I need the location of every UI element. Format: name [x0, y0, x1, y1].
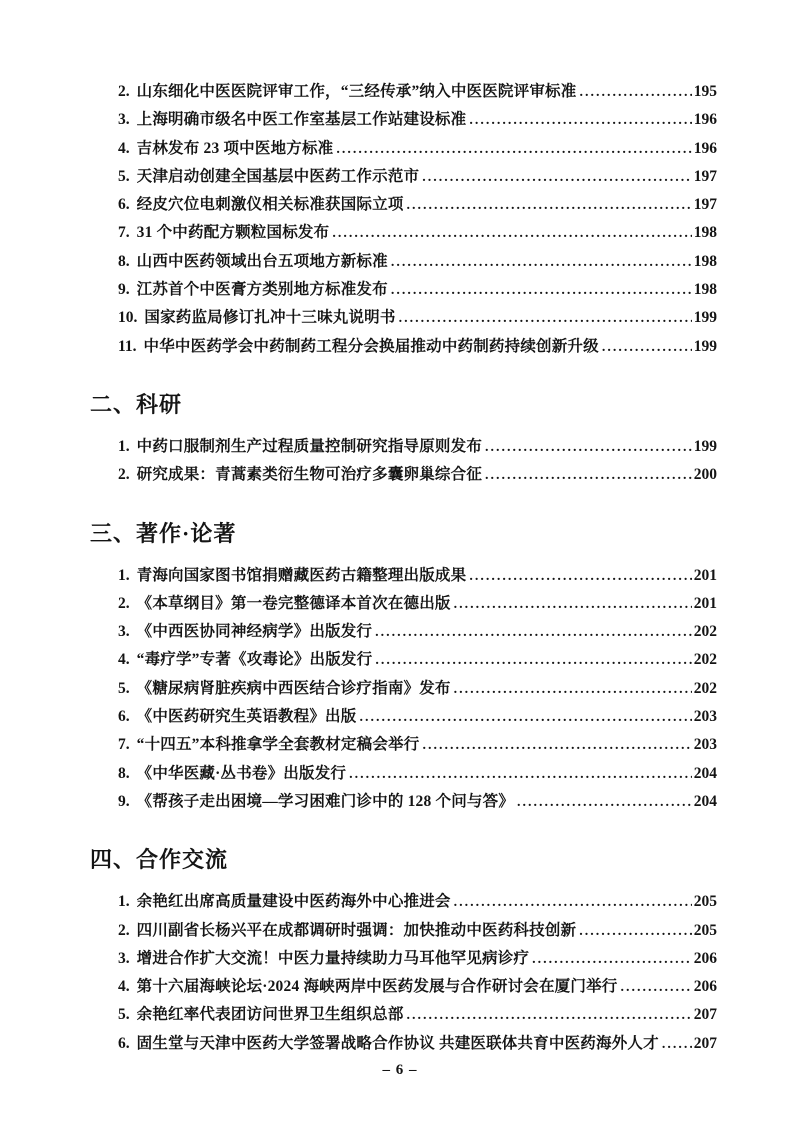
toc-item-number: 4.	[118, 139, 130, 157]
toc-item-number: 10.	[118, 309, 138, 327]
toc-item-number: 3.	[118, 623, 130, 641]
dot-leader-icon	[391, 277, 692, 304]
toc-item-number: 4.	[118, 978, 130, 996]
dot-leader-icon	[579, 918, 692, 945]
toc-item	[90, 731, 717, 759]
toc-item	[90, 461, 717, 489]
dot-leader-icon	[407, 192, 692, 219]
toc-item-number: 3.	[118, 949, 130, 967]
dot-leader-icon	[422, 732, 691, 759]
toc-item-title: “毒疗学”专著《攻毒论》出版发行	[136, 651, 373, 669]
toc-item-page: 207	[693, 1034, 717, 1052]
toc-item-number: 6.	[118, 708, 130, 726]
toc-item	[90, 433, 717, 461]
toc-item-title: 《中华医藏·丛书卷》出版发行	[136, 764, 347, 782]
toc-item-title: 中华中医药学会中药制药工程分会换届推动中药制药持续创新升级	[143, 337, 599, 355]
toc-item-page: 206	[693, 949, 717, 967]
page-number-footer: – 6 –	[382, 1062, 418, 1078]
toc-item-title: 《糖尿病肾脏疾病中西医结合诊疗指南》发布	[136, 679, 451, 697]
dot-leader-icon	[454, 676, 692, 703]
toc-item	[90, 191, 717, 219]
toc-item-page: 202	[693, 679, 717, 697]
toc-item	[90, 219, 717, 247]
dot-leader-icon	[375, 647, 691, 674]
toc-item	[90, 917, 717, 945]
toc-item	[90, 562, 717, 590]
dot-leader-icon	[375, 619, 692, 646]
dot-leader-icon	[662, 1031, 692, 1058]
section-heading: 二、科研	[90, 391, 183, 417]
dot-leader-icon	[422, 164, 692, 191]
toc-item	[90, 618, 717, 646]
dot-leader-icon	[336, 136, 691, 163]
toc-item-title: 国家药监局修订扎冲十三味丸说明书	[144, 309, 396, 327]
dot-leader-icon	[454, 591, 692, 618]
toc-item-page: 203	[693, 708, 717, 726]
toc-item-page: 206	[693, 978, 717, 996]
toc-item	[90, 590, 717, 618]
dot-leader-icon	[391, 249, 692, 276]
toc-item	[90, 760, 717, 788]
toc-item-page: 196	[693, 111, 717, 129]
section-heading: 四、合作交流	[90, 847, 229, 873]
toc-section	[90, 391, 717, 490]
toc-item-page: 195	[693, 83, 717, 100]
toc-item-page: 196	[693, 139, 717, 157]
toc-item-title: 增进合作扩大交流！中医力量持续助力马耳他罕见病诊疗	[136, 949, 530, 967]
table-of-contents	[90, 78, 717, 1058]
toc-item-title: 中药口服制剂生产过程质量控制研究指导原则发布	[136, 437, 483, 455]
toc-item-title: 山东细化中医医院评审工作，“三经传承”纳入中医医院评审标准	[136, 83, 577, 100]
dot-leader-icon	[532, 946, 692, 973]
toc-item-number: 8.	[118, 252, 130, 270]
toc-item	[90, 333, 717, 361]
dot-leader-icon	[469, 563, 691, 590]
toc-item-number: 7.	[118, 224, 130, 242]
toc-item-page: 203	[693, 736, 717, 754]
dot-leader-icon	[359, 704, 691, 731]
toc-item-number: 5.	[118, 167, 130, 185]
toc-item-page: 202	[693, 623, 717, 641]
toc-item-page: 198	[693, 224, 717, 242]
dot-leader-icon	[399, 305, 692, 332]
toc-section	[90, 846, 717, 1058]
toc-item-page: 204	[693, 764, 717, 782]
toc-item	[90, 163, 717, 191]
toc-item	[90, 788, 717, 816]
toc-item-number: 9.	[118, 281, 130, 299]
toc-item-page: 205	[693, 921, 717, 939]
toc-item-page: 207	[693, 1006, 717, 1024]
dot-leader-icon	[485, 462, 692, 489]
toc-item-page: 198	[693, 281, 717, 299]
toc-item-page: 204	[693, 792, 717, 810]
toc-item	[90, 888, 717, 916]
toc-item-title: 《本草纲目》第一卷完整德译本首次在德出版	[136, 594, 451, 612]
toc-item-title: 固生堂与天津中医药大学签署战略合作协议 共建医联体共育中医药海外人才	[136, 1034, 659, 1052]
toc-item-number: 1.	[118, 566, 130, 584]
toc-item-page: 199	[693, 337, 717, 355]
toc-item-title: 四川副省长杨兴平在成都调研时强调：加快推动中医药科技创新	[136, 921, 577, 939]
dot-leader-icon	[517, 789, 692, 816]
toc-item-title: 青海向国家图书馆捐赠藏医药古籍整理出版成果	[136, 566, 467, 584]
dot-leader-icon	[332, 220, 691, 247]
toc-item-title: 研究成果：青蒿素类衍生物可治疗多囊卵巢综合征	[136, 466, 483, 484]
toc-item-title: 《帮孩子走出困境—学习困难门诊中的 128 个问与答》	[136, 792, 515, 810]
toc-item-page: 199	[693, 309, 717, 327]
toc-item-number: 4.	[118, 651, 130, 669]
toc-item-number: 1.	[118, 893, 130, 911]
toc-item-page: 199	[693, 437, 717, 455]
dot-leader-icon	[620, 974, 691, 1001]
dot-leader-icon	[602, 334, 692, 361]
toc-item-number: 6.	[118, 196, 130, 214]
dot-leader-icon	[579, 79, 691, 106]
toc-item	[90, 1001, 717, 1029]
toc-item-page: 201	[693, 594, 717, 612]
toc-item-number: 3.	[118, 111, 130, 129]
toc-item-number: 11.	[118, 337, 137, 355]
toc-item-title: 天津启动创建全国基层中医药工作示范市	[136, 167, 420, 185]
toc-item-number: 8.	[118, 764, 130, 782]
toc-item	[90, 675, 717, 703]
toc-section	[90, 520, 717, 817]
toc-item-number: 1.	[118, 437, 130, 455]
toc-item-title: “十四五”本科推拿学全套教材定稿会举行	[136, 736, 420, 754]
toc-item-page: 201	[693, 566, 717, 584]
toc-item-number: 9.	[118, 792, 130, 810]
toc-item-title: 余艳红出席高质量建设中医药海外中心推进会	[136, 893, 451, 911]
toc-item-title: 山西中医药领域出台五项地方新标准	[136, 252, 388, 270]
toc-item	[90, 276, 717, 304]
toc-item	[90, 646, 717, 674]
dot-leader-icon	[469, 107, 691, 134]
toc-item-number: 7.	[118, 736, 130, 754]
toc-item-page: 200	[693, 466, 717, 484]
section-heading: 三、著作·论著	[90, 520, 237, 546]
toc-item-title: 《中西医协同神经病学》出版发行	[136, 623, 373, 641]
toc-item-title: 经皮穴位电刺激仪相关标准获国际立项	[136, 196, 404, 214]
toc-item-title: 上海明确市级名中医工作室基层工作站建设标准	[136, 111, 467, 129]
toc-item	[90, 78, 717, 106]
toc-item-title: 吉林发布 23 项中医地方标准	[136, 139, 334, 157]
toc-item-number: 2.	[118, 594, 130, 612]
toc-item-page: 205	[693, 893, 717, 911]
toc-item-number: 6.	[118, 1034, 130, 1052]
toc-item	[90, 1030, 717, 1058]
dot-leader-icon	[454, 889, 692, 916]
toc-section	[90, 78, 717, 361]
toc-item-number: 2.	[118, 83, 130, 100]
dot-leader-icon	[407, 1002, 692, 1029]
toc-item-title: 31 个中药配方颗粒国标发布	[136, 224, 330, 242]
toc-item	[90, 248, 717, 276]
toc-item-page: 202	[693, 651, 717, 669]
dot-leader-icon	[485, 434, 692, 461]
toc-item-number: 5.	[118, 679, 130, 697]
toc-item-page: 198	[693, 252, 717, 270]
dot-leader-icon	[349, 761, 692, 788]
toc-item-title: 余艳红率代表团访问世界卫生组织总部	[136, 1006, 404, 1024]
toc-item	[90, 106, 717, 134]
toc-item-number: 2.	[118, 466, 130, 484]
toc-item	[90, 973, 717, 1001]
toc-item	[90, 703, 717, 731]
toc-item-page: 197	[693, 196, 717, 214]
toc-item-title: 《中医药研究生英语教程》出版	[136, 708, 357, 726]
toc-item-title: 江苏首个中医膏方类别地方标准发布	[136, 281, 388, 299]
toc-item-number: 5.	[118, 1006, 130, 1024]
toc-item	[90, 135, 717, 163]
toc-item	[90, 304, 717, 332]
toc-item-title: 第十六届海峡论坛·2024 海峡两岸中医药发展与合作研讨会在厦门举行	[136, 978, 618, 996]
toc-item-number: 2.	[118, 921, 130, 939]
toc-item	[90, 945, 717, 973]
toc-item-page: 197	[693, 167, 717, 185]
